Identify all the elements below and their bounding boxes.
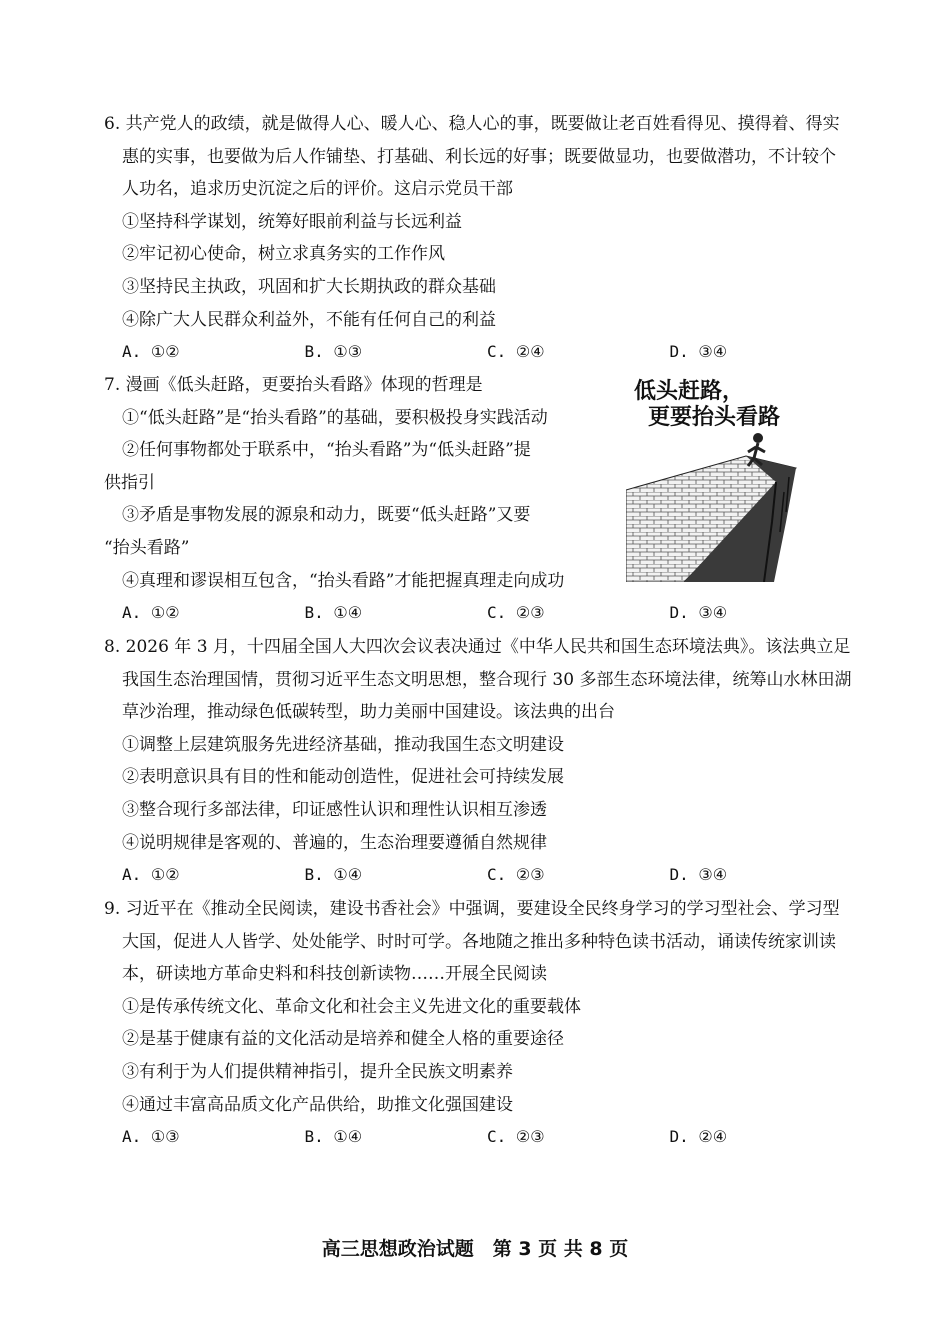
answer-c: C. ②③ [487,865,545,885]
question-9-answers [104,1121,852,1154]
question-7-option-4: ④真理和谬误相互包含，“抬头看路”才能把握真理走向成功 [122,570,565,591]
question-8-option-2: ②表明意识具有目的性和能动创造性，促进社会可持续发展 [122,767,564,788]
question-7-option-3-cont: “抬头看路” [104,537,190,558]
question-8-stem: 8. 2026 年 3 月，十四届全国人大四次会议表决通过《中华人民共和国生态环境法典》。该法典立足我国生态治理国情，贯彻习近平生态文明思想，整合现行 30 多部生态环境法律，统筹山水林田湖草沙治理，推动绿色低碳转型，助力美丽中国建设。该法典的出台 [104,637,852,723]
question-7-stem: 7. 漫画《低头赶路，更要抬头看路》体现的哲理是 [104,375,483,395]
question-7-answers [104,597,852,630]
answer-d: D. ③④ [669,603,728,623]
question-9-option-4: ④通过丰富高品质文化产品供给，助推文化强国建设 [122,1094,513,1115]
question-8 [104,631,852,892]
question-6-answers [104,336,852,369]
question-7-option-1: ①“低头赶路”是“抬头看路”的基础，要积极投身实践活动 [122,407,548,428]
question-7-option-2-cont: 供指引 [104,472,155,493]
question-6-option-4: ④除广大人民群众利益外，不能有任何自己的利益 [122,309,496,330]
answer-a: A. ①② [122,603,180,623]
answer-c: C. ②③ [487,1127,545,1147]
cartoon-image [626,372,832,582]
question-7-option-3: ③矛盾是事物发展的源泉和动力，既要“低头赶路”又要 [122,505,531,526]
answer-d: D. ②④ [669,1127,728,1147]
question-6-stem: 6. 共产党人的政绩，就是做得人心、暖人心、稳人心的事，既要做让老百姓看得见、摸得着、得实惠的实事，也要做为后人作铺垫、打基础、利长远的好事；既要做显功，也要做潜功，不计较个人功名，追求历史沉淀之后的评价。这启示党员干部 [104,114,840,200]
question-9-option-1: ①是传承传统文化、革命文化和社会主义先进文化的重要载体 [122,996,581,1017]
cartoon-caption-line1: 低头赶路， [634,379,745,404]
answer-a: A. ①② [122,865,180,885]
question-6-option-3: ③坚持民主执政，巩固和扩大长期执政的群众基础 [122,276,496,297]
question-9 [104,893,852,1154]
answer-c: C. ②③ [487,603,545,623]
question-8-option-3: ③整合现行多部法律，印证感性认识和理性认识相互渗透 [122,799,547,820]
question-6-option-2: ②牢记初心使命，树立求真务实的工作作风 [122,244,445,265]
answer-b: B. ①③ [304,342,363,362]
answer-a: A. ①② [122,342,180,362]
question-6-option-1: ①坚持科学谋划，统筹好眼前利益与长远利益 [122,211,462,232]
cartoon-caption-line2: 更要抬头看路 [648,405,781,430]
question-9-stem: 9. 习近平在《推动全民阅读，建设书香社会》中强调，要建设全民终身学习的学习型社会、学习型大国，促进人人皆学、处处能学、时时可学。各地随之推出多种特色读书活动，诵读传统家训读本，研读地方革命史料和科技创新读物……开展全民阅读 [104,899,840,985]
answer-c: C. ②④ [487,342,545,362]
question-6 [104,108,852,369]
answer-b: B. ①④ [304,1127,363,1147]
answer-a: A. ①③ [122,1127,180,1147]
question-7-option-2: ②任何事物都处于联系中，“抬头看路”为“低头赶路”提 [122,440,531,461]
answer-b: B. ①④ [304,865,363,885]
question-8-option-1: ①调整上层建筑服务先进经济基础，推动我国生态文明建设 [122,734,564,755]
page-footer: 高三思想政治试题 第 3 页 共 8 页 [321,1238,629,1260]
answer-d: D. ③④ [669,865,728,885]
answer-d: D. ③④ [669,342,728,362]
question-9-option-2: ②是基于健康有益的文化活动是培养和健全人格的重要途径 [122,1029,564,1050]
answer-b: B. ①④ [304,603,363,623]
question-8-answers [104,859,852,892]
question-9-option-3: ③有利于为人们提供精神指引，提升全民族文明素养 [122,1061,513,1082]
question-8-option-4: ④说明规律是客观的、普遍的，生态治理要遵循自然规律 [122,832,547,853]
